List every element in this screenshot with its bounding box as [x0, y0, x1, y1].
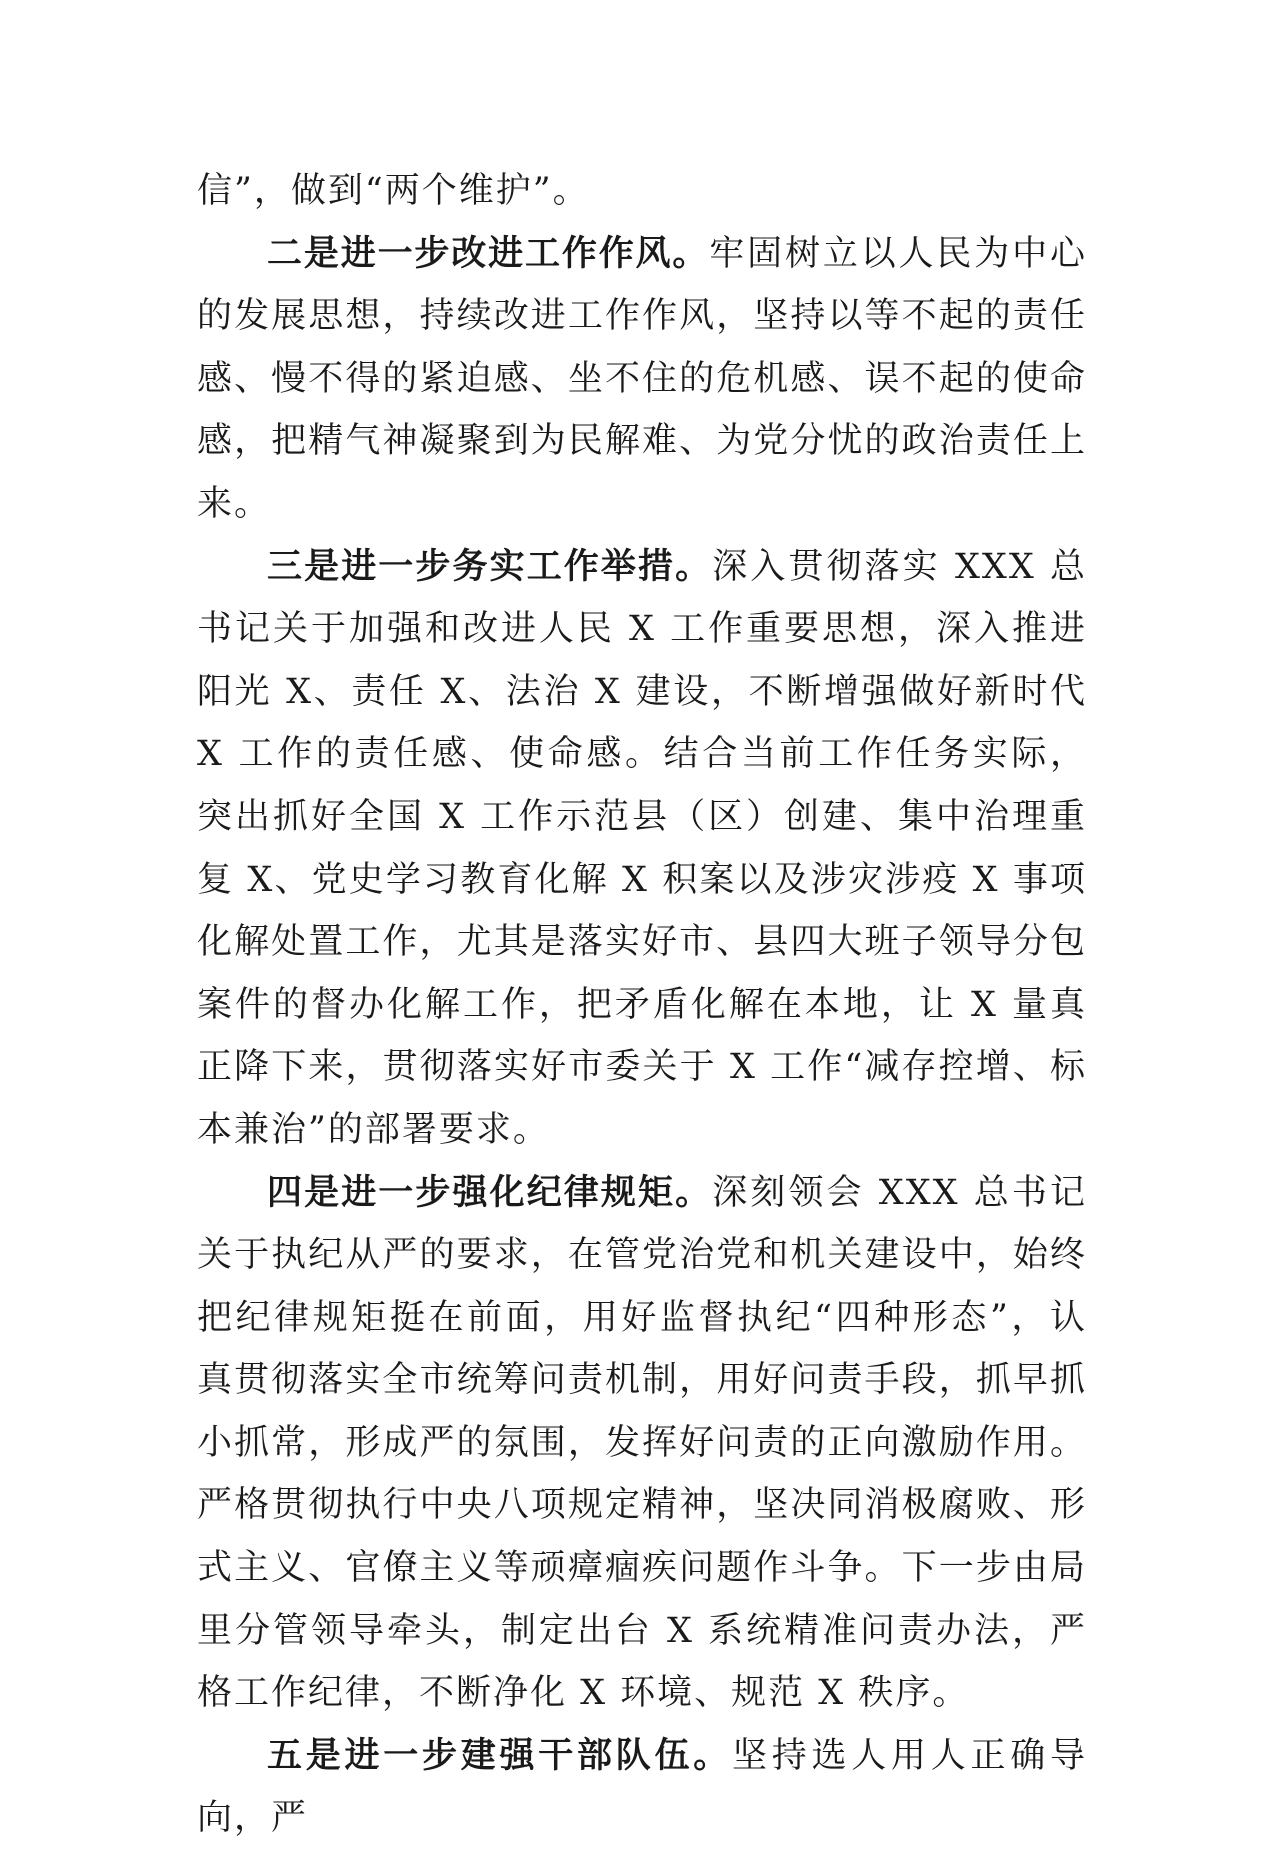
paragraph-heading: 四是进一步强化纪律规矩。 [267, 1172, 713, 1213]
paragraph-text: 坚持选人用人正确导向，严 [197, 1735, 1087, 1839]
document-body [197, 160, 1087, 1850]
paragraph-discipline-rules [197, 1162, 1087, 1725]
paragraph-improve-work-style [197, 223, 1087, 536]
paragraph-text: 深入贯彻落实 XXX 总书记关于加强和改进人民 X 工作重要思想，深入推进阳光 X、责任 X、法治 X 建设，不断增强做好新时代 X 工作的责任感、使命感。结合当前工作任务实际，突出抓好全国 X 工作示范县（区）创建、集中治理重复 X、党史学习教育化解 X 积案以及涉灾涉疫 X 事项化解处置工作，尤其是落实好市、县四大班子领导分包案件的督办化解工作，把矛盾化解在本地，让 X 量真正降下来，贯彻落实好市委关于 X 工作“减存控增、标本兼治”的部署要求。 [197, 546, 1087, 1150]
paragraph-heading: 三是进一步务实工作举措。 [267, 546, 713, 587]
paragraph-text: 牢固树立以人民为中心的发展思想，持续改进工作作风，坚持以等不起的责任感、慢不得的紧迫感、坐不住的危机感、误不起的使命感，把精气神凝聚到为民解难、为党分忧的政治责任上来。 [197, 233, 1087, 524]
paragraph-text: 信”，做到“两个维护”。 [197, 171, 590, 211]
paragraph-heading: 二是进一步改进工作作风。 [267, 233, 710, 274]
paragraph-cadre-team [197, 1725, 1087, 1850]
paragraph-heading: 五是进一步建强干部队伍。 [267, 1735, 732, 1776]
paragraph-practical-measures [197, 536, 1087, 1162]
paragraph-continuation [197, 160, 1087, 223]
paragraph-text: 深刻领会 XXX 总书记关于执纪从严的要求，在管党治党和机关建设中，始终把纪律规矩挺在前面，用好监督执纪“四种形态”，认真贯彻落实全市统筹问责机制，用好问责手段，抓早抓小抓常，形成严的氛围，发挥好问责的正向激励作用。严格贯彻执行中央八项规定精神，坚决同消极腐败、形式主义、官僚主义等顽瘴痼疾问题作斗争。下一步由局里分管领导牵头，制定出台 X 系统精准问责办法，严格工作纪律，不断净化 X 环境、规范 X 秩序。 [197, 1172, 1087, 1714]
